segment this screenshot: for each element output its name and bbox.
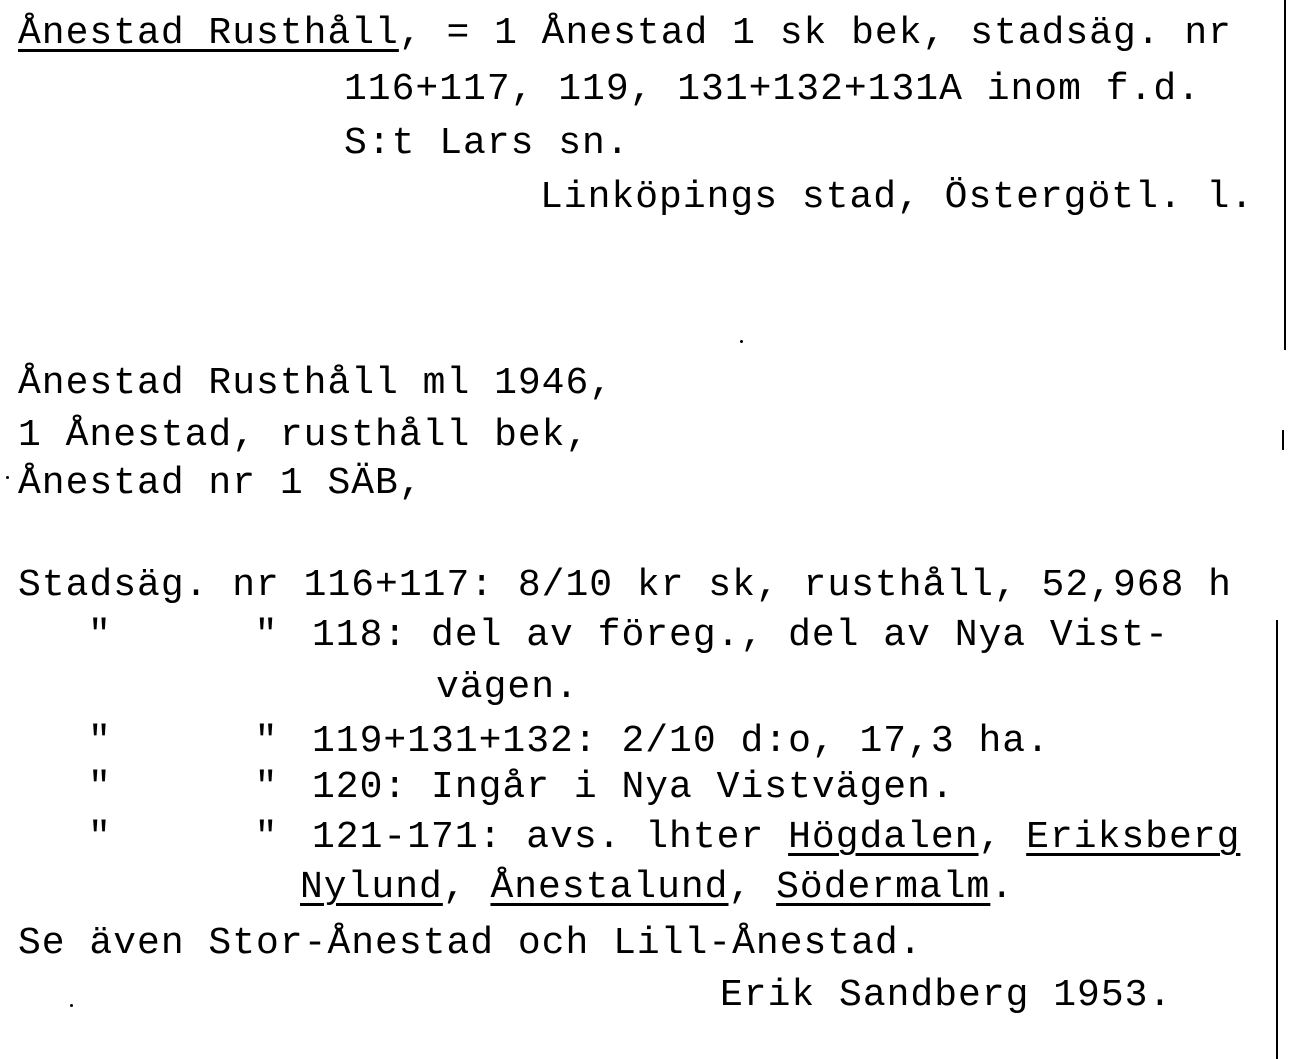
author-signature: Erik Sandberg 1953.: [720, 974, 1173, 1017]
place-nylund: Nylund: [300, 866, 443, 909]
header-line-3: S:t Lars sn.: [344, 122, 630, 165]
comma-1: ,: [978, 816, 1003, 859]
entry-121: [312, 816, 1240, 860]
ditto-mark-121: " ": [88, 816, 279, 859]
ditto-mark-120: " ": [88, 766, 279, 809]
ditto-mark-119: " ": [88, 720, 279, 763]
scan-speck: [70, 1004, 73, 1007]
see-also: Se även Stor-Ånestad och Lill-Ånestad.: [18, 922, 923, 965]
place-eriksberg: Eriksberg: [1026, 816, 1241, 859]
place-hogdalen: Högdalen: [788, 816, 979, 859]
header-line-1: [18, 12, 1232, 56]
entry-120: 120: Ingår i Nya Vistvägen.: [312, 766, 955, 809]
scan-speck: [740, 340, 743, 343]
entry-118-a: 118: del av föreg., del av Nya Vist-: [312, 614, 1169, 657]
entry-121-prefix: 121-171: avs. lhter: [312, 816, 765, 859]
place-sodermalm: Södermalm: [776, 866, 991, 909]
alias-1: Ånestad Rusthåll ml 1946,: [18, 362, 614, 405]
card-edge-top: [1284, 0, 1286, 350]
header-location: Linköpings stad, Östergötl. l.: [540, 176, 1255, 219]
comma-2: ,: [442, 866, 467, 909]
header-line-1-rest: , = 1 Ånestad 1 sk bek, stadsäg. nr: [398, 12, 1232, 55]
end-period: .: [990, 866, 1015, 909]
alias-2: 1 Ånestad, rusthåll bek,: [18, 414, 590, 457]
place-anestalund: Ånestalund: [490, 866, 729, 909]
card-edge-bottom: [1276, 620, 1278, 1059]
comma-3: ,: [728, 866, 753, 909]
alias-3: Ånestad nr 1 SÄB,: [18, 462, 423, 505]
ditto-mark-118: " ": [88, 614, 279, 657]
entry-118-b: vägen.: [436, 666, 579, 709]
plots-intro: Stadsäg. nr 116+117: 8/10 kr sk, rusthåll, 52,968 h: [18, 564, 1232, 607]
entry-119: 119+131+132: 2/10 d:o, 17,3 ha.: [312, 720, 1050, 763]
title-name: Ånestad Rusthåll: [18, 12, 399, 55]
header-line-2: 116+117, 119, 131+132+131A inom f.d.: [344, 68, 1201, 111]
scan-speck: [6, 476, 9, 479]
card-edge-mark: [1282, 430, 1284, 450]
entry-121-cont: [300, 866, 1014, 910]
